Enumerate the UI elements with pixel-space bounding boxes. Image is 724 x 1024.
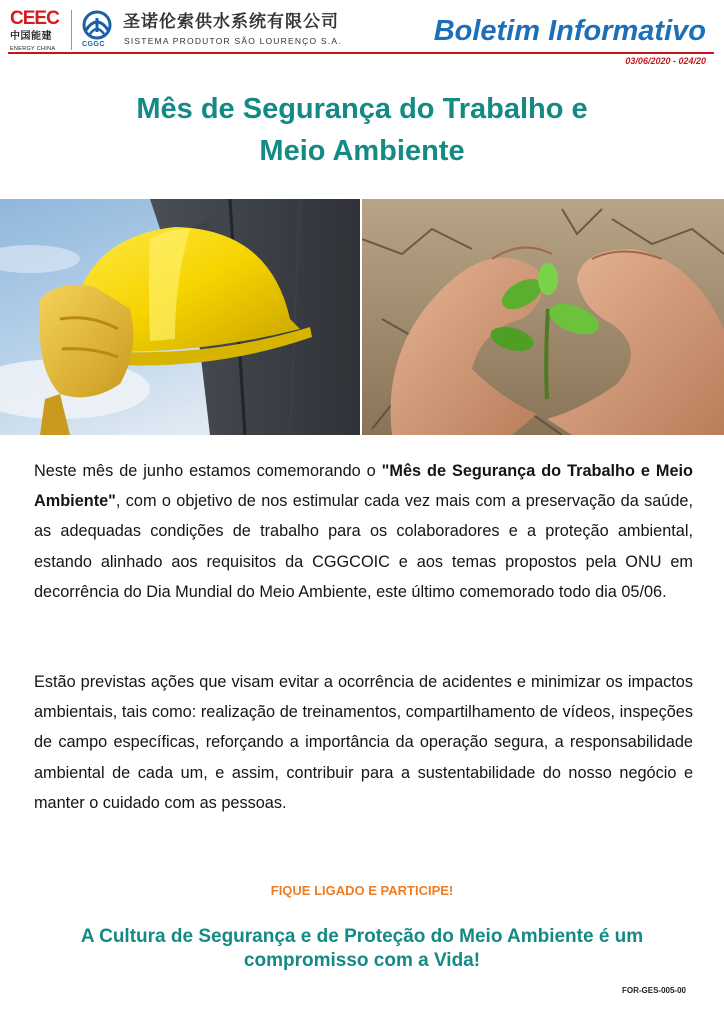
paragraph-intro-highlight: "Mês de Segurança do Trabalho e Meio Ambiente"	[34, 462, 693, 511]
cggc-emblem-icon	[80, 10, 116, 42]
ceec-logo-mark: CEEC	[10, 8, 59, 29]
closing-line-1: A Cultura de Segurança e de Proteção do Meio Ambiente é um	[80, 926, 644, 947]
bulletin-title: Boletim Informativo	[433, 15, 706, 47]
energy-china-logo	[10, 8, 66, 54]
call-to-action: FIQUE LIGADO E PARTICIPE!	[270, 883, 454, 898]
cggc-logo	[80, 10, 116, 52]
paragraph-intro	[34, 456, 693, 607]
paragraph-intro-start: Neste mês de junho estamos comemorando o	[34, 462, 382, 480]
logo-divider	[71, 10, 72, 50]
page-title-line-1: Mês de Segurança do Trabalho e	[136, 93, 588, 125]
company-name-chinese: 圣诺伦索供水系统有限公司	[123, 12, 339, 32]
page-title-line-2: Meio Ambiente	[259, 135, 465, 167]
form-code: FOR-GES-005-00	[621, 986, 686, 995]
closing-line-2: compromisso com a Vida!	[243, 950, 481, 971]
cggc-logo-text: CGGC	[82, 41, 105, 48]
hands-heart-sprout-illustration	[362, 199, 724, 435]
hardhat-photo	[0, 199, 360, 435]
hand-holding-hardhat-illustration	[0, 199, 360, 435]
document-header	[0, 0, 724, 70]
paragraph-intro-rest: , com o objetivo de nos estimular cada vez mais com a preservação da saúde, as adequadas condições de trabalho para os colaboradores e a proteção ambiental, estando alinhado aos requisitos da CGGCOIC e aos temas propostos pela ONU em decorrência do Dia Mundial do Meio Ambiente, este último comemorado todo dia 05/06.	[34, 492, 693, 601]
company-name-portuguese: SISTEMA PRODUTOR SÃO LOURENÇO S.A.	[124, 36, 342, 46]
paragraph-actions: Estão previstas ações que visam evitar a ocorrência de acidentes e minimizar os impactos ambientais, tais como: realização de treinamentos, compartilhamento de vídeos, inspeções de campo específicas, reforçando a importância da operação segura, a responsabilidade ambiental de cada um, e assim, contribuir para a sustentabilidade do nosso negócio e manter o cuidado com as pessoas.	[34, 673, 693, 812]
header-divider	[8, 52, 714, 54]
ceec-chinese-name: 中国能建	[10, 31, 52, 42]
bulletin-date-number: 03/06/2020 - 024/20	[625, 56, 706, 66]
ceec-english-name: ENERGY CHINA	[10, 46, 56, 52]
sprout-heart-photo	[362, 199, 724, 435]
page-title	[0, 88, 724, 172]
closing-statement	[40, 925, 684, 973]
